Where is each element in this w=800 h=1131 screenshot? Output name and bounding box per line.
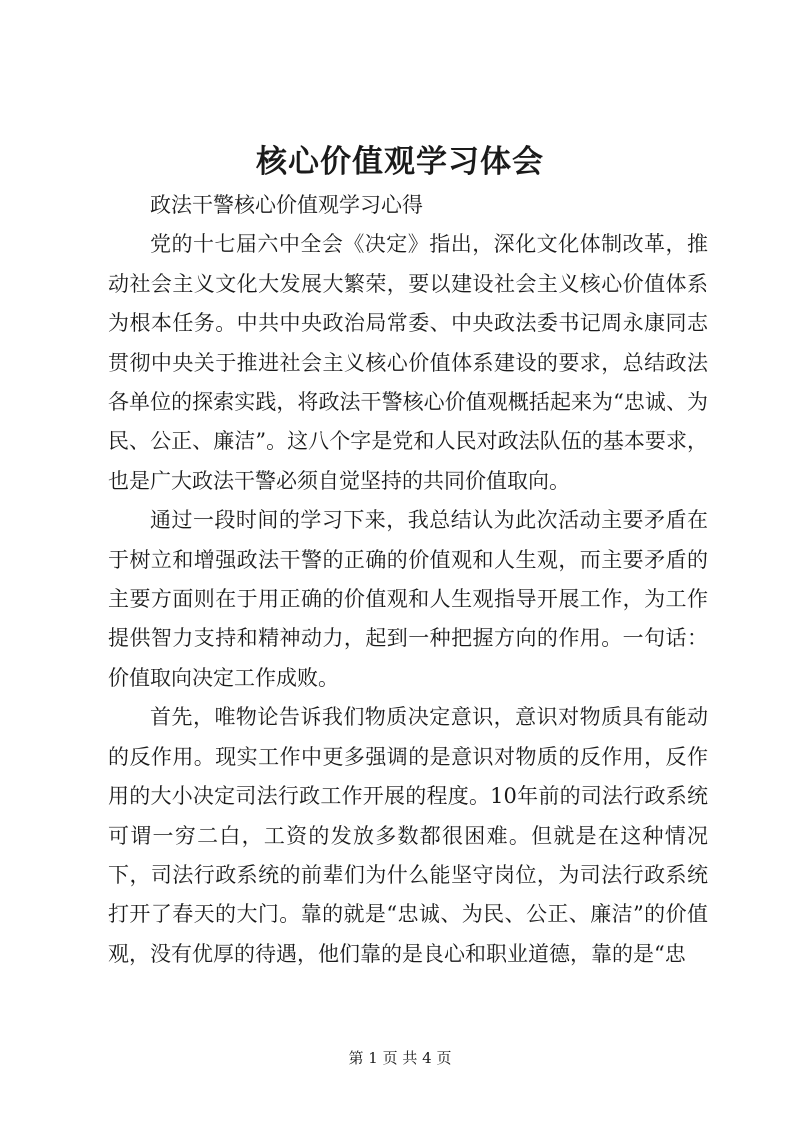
paragraph-2: 通过一段时间的学习下来，我总结认为此次活动主要矛盾在于树立和增强政法干警的正确的价值观和人生观，而主要矛盾的主要方面则在于用正确的价值观和人生观指导开展工作，为工作提供智力支持和精神动力，起到一种把握方向的作用。一句话：价值取向决定工作成败。 [108, 508, 708, 690]
document-body [108, 186, 708, 974]
subtitle-line: 政法干警核心价值观学习心得 [150, 193, 423, 217]
document-title: 核心价值观学习体会 [256, 144, 544, 180]
page-footer: 第 1 页 共 4 页 [348, 1049, 452, 1067]
paragraph-1: 党的十七届六中全会《决定》指出，深化文化体制改革，推动社会主义文化大发展大繁荣，要以建设社会主义核心价值体系为根本任务。中共中央政治局常委、中央政法委书记周永康同志贯彻中央关于推进社会主义核心价值体系建设的要求，总结政法各单位的探索实践，将政法干警核心价值观概括起来为“忠诚、为民、公正、廉洁”。这八个字是党和人民对政法队伍的基本要求，也是广大政法干警必须自觉坚持的共同价值取向。 [108, 232, 708, 493]
paragraph-3: 首先，唯物论告诉我们物质决定意识，意识对物质具有能动的反作用。现实工作中更多强调的是意识对物质的反作用，反作用的大小决定司法行政工作开展的程度。10年前的司法行政系统可谓一穷二白，工资的发放多数都很困难。但就是在这种情况下，司法行政系统的前辈们为什么能坚守岗位，为司法行政系统打开了春天的大门。靠的就是“忠诚、为民、公正、廉洁”的价值观，没有优厚的待遇，他们靠的是良心和职业道德，靠的是“忠 [108, 705, 708, 966]
